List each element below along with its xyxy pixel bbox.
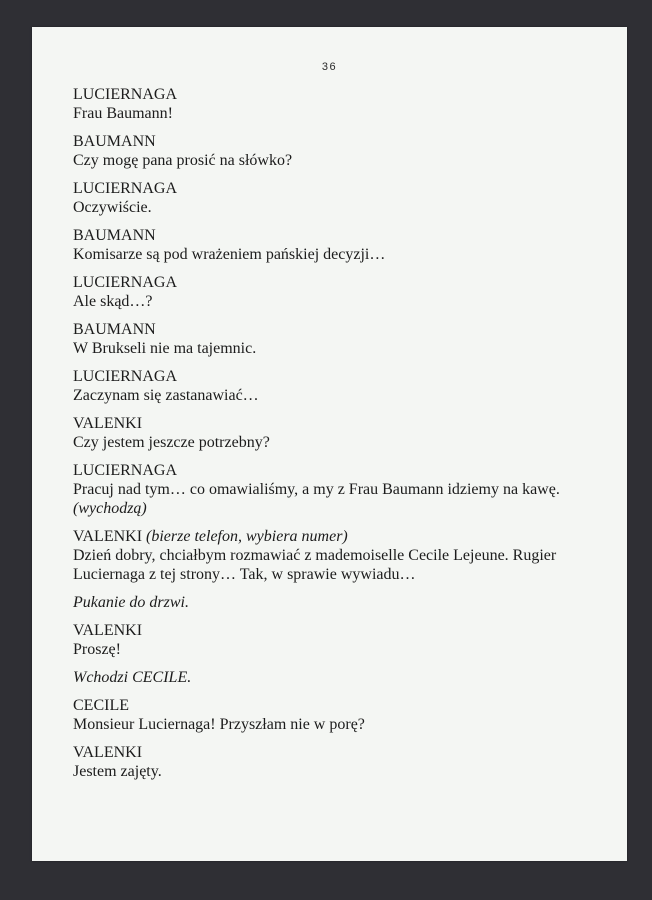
speaker-name: LUCIERNAGA	[73, 368, 177, 385]
speaker-name: LUCIERNAGA	[73, 86, 177, 103]
stage-direction: Pukanie do drzwi.	[73, 594, 189, 611]
dialogue-entry	[73, 226, 603, 264]
dialogue-entry	[73, 273, 603, 311]
dialogue-line: Luciernaga z tej strony… Tak, w sprawie wywiadu…	[73, 566, 416, 583]
speaker-name: BAUMANN	[73, 227, 156, 244]
dialogue-line: Pracuj nad tym… co omawialiśmy, a my z Frau Baumann idziemy na kawę.	[73, 481, 560, 498]
dialogue-entry	[73, 320, 603, 358]
script-body	[73, 85, 603, 790]
page-number: 36	[321, 61, 338, 73]
speaker-name: BAUMANN	[73, 321, 156, 338]
dialogue-line: Czy mogę pana prosić na słówko?	[73, 152, 293, 169]
speaker-name: VALENKI	[73, 528, 143, 545]
speaker-direction: (bierze telefon, wybiera numer)	[146, 528, 348, 545]
speaker-name: VALENKI	[73, 415, 143, 432]
dialogue-entry	[73, 179, 603, 217]
speaker-name: BAUMANN	[73, 133, 156, 150]
dialogue-line: Dzień dobry, chciałbym rozmawiać z mademoiselle Cecile Lejeune. Rugier	[73, 547, 557, 564]
dialogue-entry	[73, 414, 603, 452]
stage-direction-entry	[73, 668, 603, 687]
speaker-name: LUCIERNAGA	[73, 180, 177, 197]
speaker-name: LUCIERNAGA	[73, 462, 177, 479]
stage-direction: (wychodzą)	[73, 500, 147, 517]
dialogue-line: Komisarze są pod wrażeniem pańskiej decyzji…	[73, 246, 386, 263]
speaker-name: LUCIERNAGA	[73, 274, 177, 291]
dialogue-entry	[73, 367, 603, 405]
document-page	[32, 27, 627, 861]
dialogue-entry	[73, 132, 603, 170]
dialogue-line: Zaczynam się zastanawiać…	[73, 387, 259, 404]
speaker-name: VALENKI	[73, 744, 143, 761]
dialogue-entry	[73, 527, 603, 584]
dialogue-line: Oczywiście.	[73, 199, 152, 216]
stage-direction: Wchodzi CECILE.	[73, 669, 192, 686]
dialogue-entry	[73, 696, 603, 734]
dialogue-line: Jestem zajęty.	[73, 763, 162, 780]
dialogue-line: Czy jestem jeszcze potrzebny?	[73, 434, 270, 451]
stage-direction-entry	[73, 593, 603, 612]
speaker-name: CECILE	[73, 697, 129, 714]
speaker-heading	[73, 527, 603, 546]
speaker-name: VALENKI	[73, 622, 143, 639]
dialogue-line: Monsieur Luciernaga! Przyszłam nie w porę?	[73, 716, 365, 733]
dialogue-entry	[73, 461, 603, 518]
dialogue-entry	[73, 743, 603, 781]
dialogue-line: Frau Baumann!	[73, 105, 173, 122]
dialogue-entry	[73, 621, 603, 659]
dialogue-line: Proszę!	[73, 641, 121, 658]
dialogue-entry	[73, 85, 603, 123]
dialogue-line: W Brukseli nie ma tajemnic.	[73, 340, 257, 357]
dialogue-line: Ale skąd…?	[73, 293, 153, 310]
